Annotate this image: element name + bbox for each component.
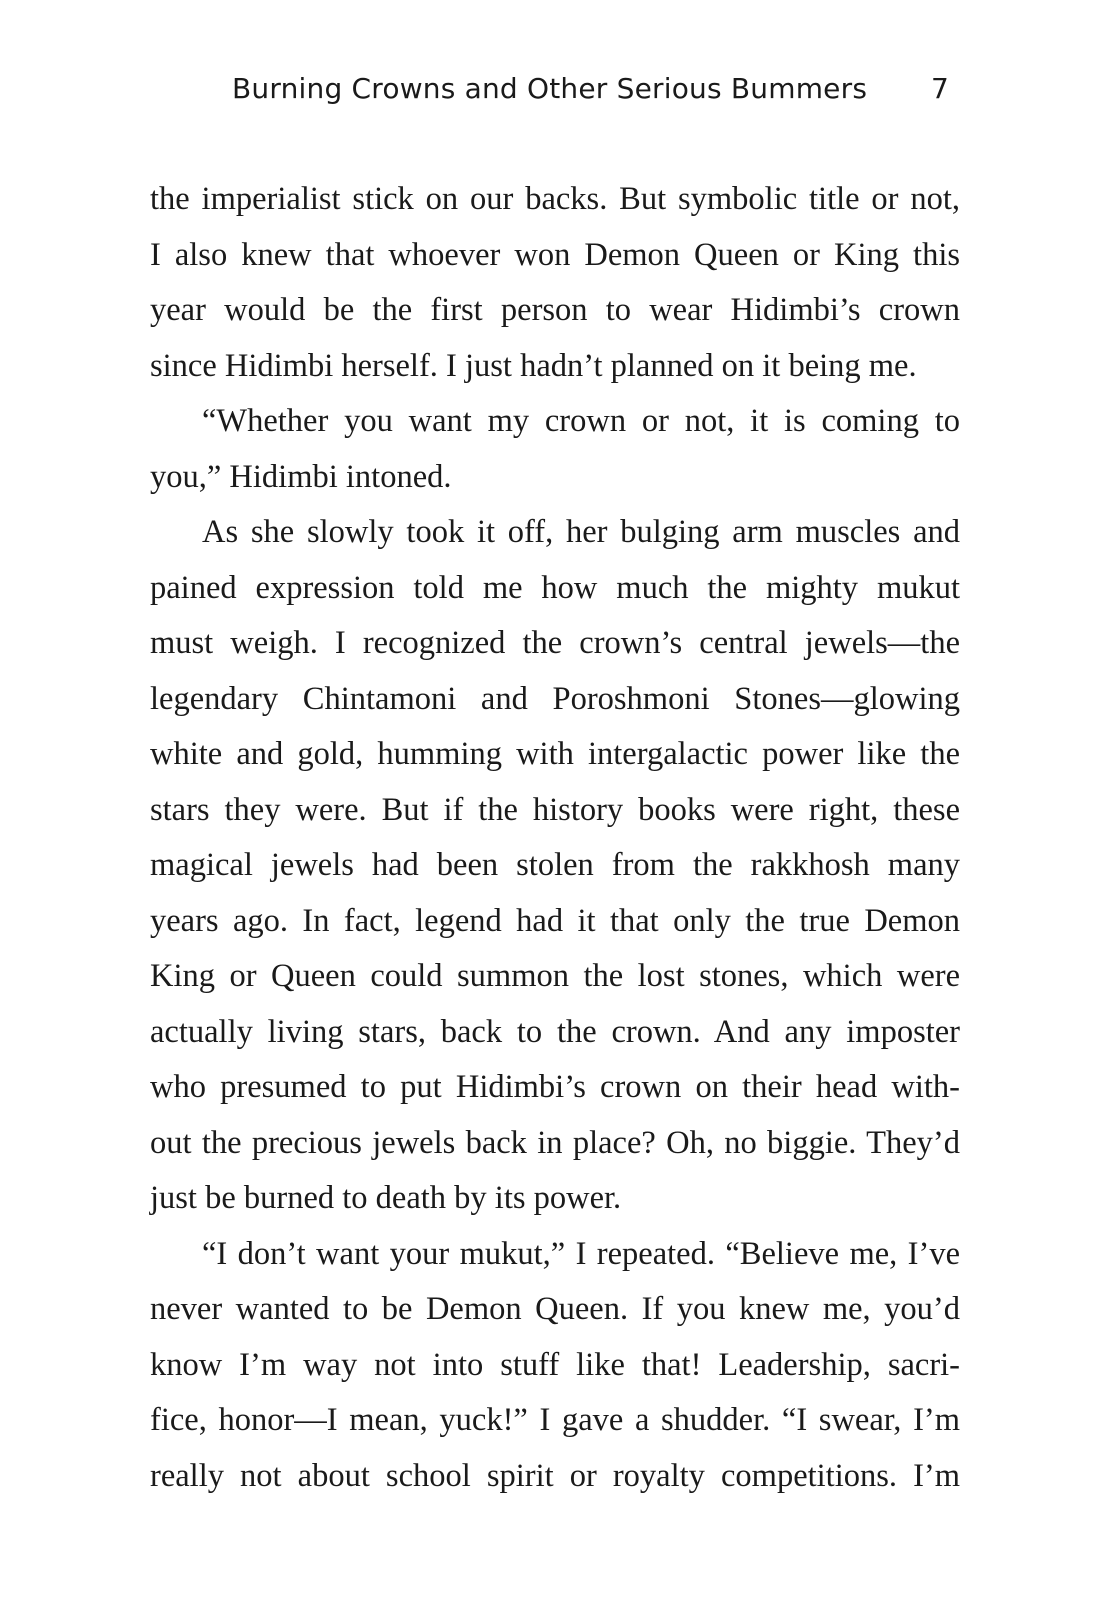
text-line: magical jewels had been stolen from the rakkhosh many — [150, 847, 960, 883]
text-line: really not about school spirit or royalty competitions. I’m — [150, 1457, 960, 1494]
text-line: must weigh. I recognized the crown’s central jewels—the — [150, 625, 960, 661]
text-line: “Whether you want my crown or not, it is coming to — [202, 403, 960, 439]
text-line: never wanted to be Demon Queen. If you knew me, you’d — [150, 1291, 960, 1327]
body-text — [150, 172, 960, 1504]
page-number: 7 — [930, 72, 949, 105]
text-line: fice, honor—I mean, yuck!” I gave a shudder. “I swear, I’m — [150, 1402, 960, 1438]
text-line: stars they were. But if the history books were right, these — [150, 791, 960, 828]
text-line: out the precious jewels back in place? Oh, no biggie. They’d — [150, 1124, 960, 1161]
running-head — [232, 72, 949, 112]
text-line: “I don’t want your mukut,” I repeated. “Believe me, I’ve — [202, 1235, 960, 1272]
text-line: year would be the first person to wear Hidimbi’s crown — [150, 292, 960, 328]
text-line: I also knew that whoever won Demon Queen or King this — [150, 236, 960, 273]
text-line: just be burned to death by its power. — [150, 1180, 622, 1216]
text-line: legendary Chintamoni and Poroshmoni Stones—glowing — [150, 680, 960, 717]
text-line: the imperialist stick on our backs. But symbolic title or not, — [150, 181, 960, 217]
text-line: you,” Hidimbi intoned. — [150, 458, 452, 495]
text-line: actually living stars, back to the crown. And any imposter — [150, 1013, 960, 1050]
running-head-title: Burning Crowns and Other Serious Bummers — [232, 72, 868, 105]
text-line: years ago. In fact, legend had it that only the true Demon — [150, 902, 960, 939]
text-line: King or Queen could summon the lost stones, which were — [150, 958, 960, 994]
text-line: white and gold, humming with intergalactic power like the — [150, 736, 960, 772]
text-line: pained expression told me how much the mighty mukut — [150, 569, 960, 606]
text-line: who presumed to put Hidimbi’s crown on their head with- — [150, 1069, 960, 1105]
text-line: As she slowly took it off, her bulging arm muscles and — [202, 514, 960, 550]
text-line: since Hidimbi herself. I just hadn’t planned on it being me. — [150, 347, 917, 384]
text-line: know I’m way not into stuff like that! Leadership, sacri- — [150, 1346, 960, 1383]
